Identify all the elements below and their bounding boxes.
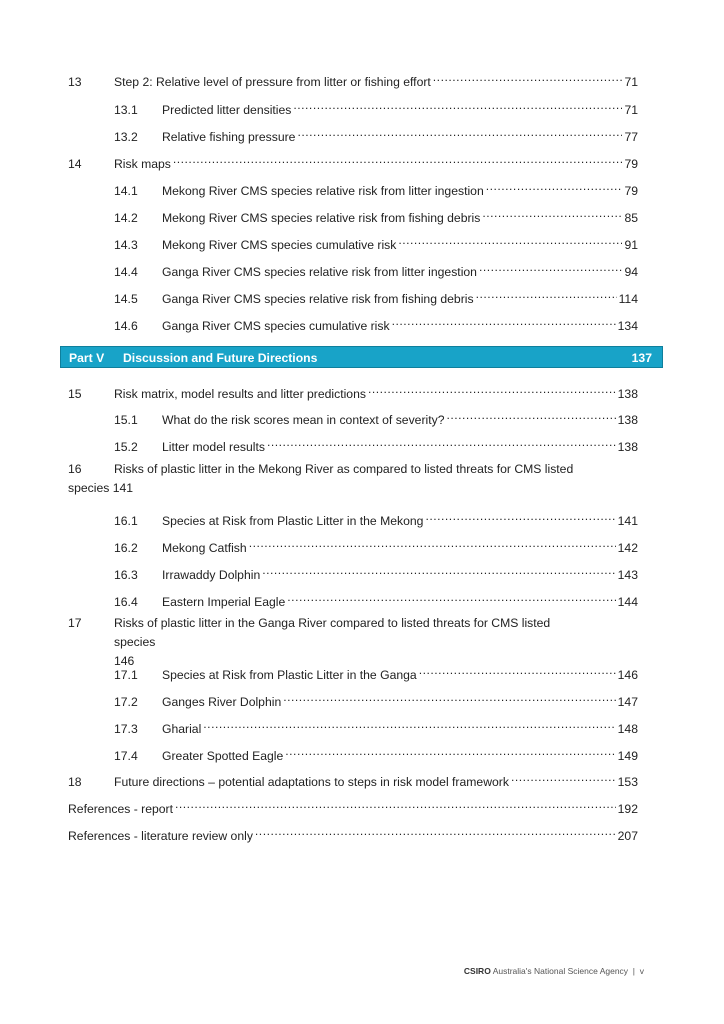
toc-entry-13-1[interactable]: 13.1 Predicted litter densities ..... 71 (114, 96, 638, 114)
toc-entry-17-1[interactable]: 17.1 Species at Risk from Plastic Litter in the Ganga ..... 146 (114, 661, 638, 679)
part-title: Discussion and Future Directions (123, 351, 318, 365)
dot-leader (479, 258, 622, 276)
dot-leader (476, 285, 617, 303)
footer-page-number: v (639, 966, 644, 976)
dot-leader (486, 177, 623, 195)
dot-leader (283, 688, 615, 706)
page-footer (464, 966, 644, 976)
toc-entry-15-1[interactable]: 15.1 What do the risk scores mean in context of severity? ..... 138 (114, 406, 638, 424)
dot-leader (297, 123, 622, 141)
dot-leader (368, 380, 616, 398)
part-label: Part V (69, 351, 105, 365)
dot-leader (511, 768, 616, 786)
dot-leader (255, 822, 616, 840)
dot-leader (249, 534, 616, 552)
dot-leader (446, 406, 615, 424)
toc-entry-14-2[interactable]: 14.2 Mekong River CMS species relative risk from fishing debris ..... 85 (114, 204, 638, 222)
dot-leader (267, 433, 616, 451)
toc-entry-17-3[interactable]: 17.3 Gharial ..... 148 (114, 715, 638, 733)
dot-leader (287, 588, 615, 606)
footer-separator: | (632, 966, 636, 976)
part-v-banner[interactable] (60, 346, 663, 368)
toc-entry-16-4[interactable]: 16.4 Eastern Imperial Eagle ..... 144 (114, 588, 638, 606)
dot-leader (425, 507, 615, 525)
footer-tagline: Australia's National Science Agency (492, 966, 629, 976)
toc-entry-13-2[interactable]: 13.2 Relative fishing pressure ..... 77 (114, 123, 638, 141)
toc-entry-14-4[interactable]: 14.4 Ganga River CMS species relative risk from litter ingestion ..... 94 (114, 258, 638, 276)
toc-entry-14-1[interactable]: 14.1 Mekong River CMS species relative risk from litter ingestion ..... 79 (114, 177, 638, 195)
dot-leader (392, 312, 616, 330)
toc-entry-14[interactable]: 14 Risk maps ..... 79 (68, 150, 638, 168)
toc-entry-references-report[interactable]: References - report ..... 192 (68, 795, 638, 813)
dot-leader (175, 795, 616, 813)
toc-entry-16[interactable]: 16 Risks of plastic litter in the Mekong River as compared to listed threats for CMS listed species 141 (68, 462, 574, 495)
toc-entry-14-3[interactable]: 14.3 Mekong River CMS species cumulative risk ..... 91 (114, 231, 638, 249)
toc-entry-13[interactable]: 13 Step 2: Relative level of pressure from litter or fishing effort ..... 71 (68, 68, 638, 86)
dot-leader (203, 715, 615, 733)
toc-entry-16-1[interactable]: 16.1 Species at Risk from Plastic Litter in the Mekong ..... 141 (114, 507, 638, 525)
toc-entry-15-2[interactable]: 15.2 Litter model results ..... 138 (114, 433, 638, 451)
toc-entry-17-4[interactable]: 17.4 Greater Spotted Eagle ..... 149 (114, 742, 638, 760)
toc-entry-18[interactable]: 18 Future directions – potential adaptations to steps in risk model framework ..... 153 (68, 768, 638, 786)
toc-entry-14-6[interactable]: 14.6 Ganga River CMS species cumulative risk ..... 134 (114, 312, 638, 330)
toc-entry-17[interactable]: 17 Risks of plastic litter in the Ganga River compared to listed threats for CMS listed species 146 (68, 616, 551, 668)
dot-leader (262, 561, 615, 579)
toc-entry-16-2[interactable]: 16.2 Mekong Catfish ..... 142 (114, 534, 638, 552)
dot-leader (419, 661, 616, 679)
toc-entry-16-3[interactable]: 16.3 Irrawaddy Dolphin ..... 143 (114, 561, 638, 579)
dot-leader (173, 150, 623, 168)
toc-entry-14-5[interactable]: 14.5 Ganga River CMS species relative risk from fishing debris ..... 114 (114, 285, 638, 303)
dot-leader (482, 204, 622, 222)
dot-leader (398, 231, 622, 249)
dot-leader (285, 742, 615, 760)
toc-entry-15[interactable]: 15 Risk matrix, model results and litter predictions ..... 138 (68, 380, 638, 398)
toc-entry-references-literature[interactable]: References - literature review only ..... 207 (68, 822, 638, 840)
part-page: 137 (631, 351, 652, 365)
dot-leader (433, 68, 623, 86)
dot-leader (293, 96, 622, 114)
toc-entry-17-2[interactable]: 17.2 Ganges River Dolphin ..... 147 (114, 688, 638, 706)
footer-org: CSIRO (463, 966, 491, 976)
